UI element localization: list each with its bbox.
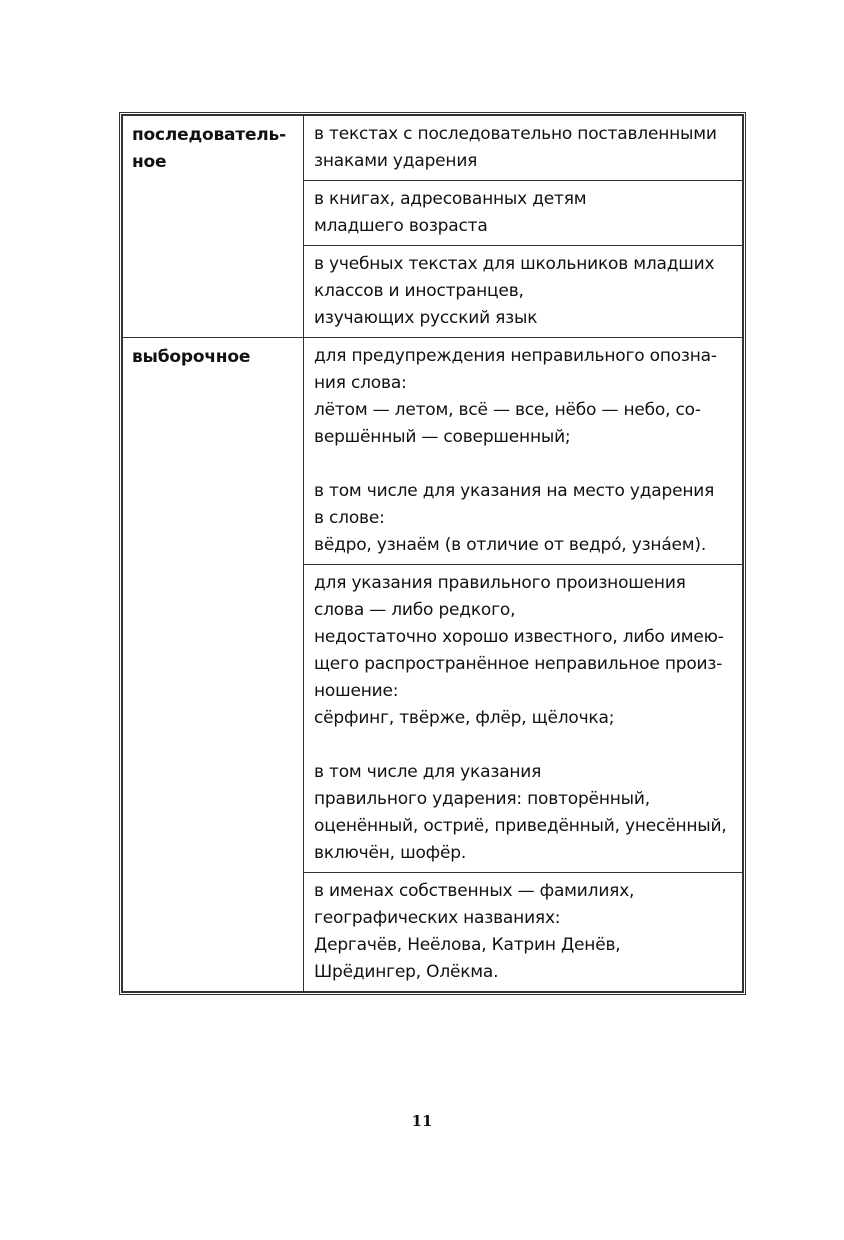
usage-case-cell <box>304 181 743 246</box>
table-row <box>123 116 743 181</box>
usage-text-line: оценённый, остриё, приведённый, унесённый, <box>314 816 727 836</box>
stress-usage-table-frame <box>119 112 746 995</box>
usage-text-line: в книгах, адресованных детям <box>314 189 587 209</box>
usage-text-line: в учебных текстах для школьников младших <box>314 254 715 274</box>
usage-case-cell <box>304 338 743 565</box>
table-row <box>123 338 743 565</box>
paragraph-gap <box>314 732 732 759</box>
usage-case-cell <box>304 246 743 338</box>
paragraph-gap <box>314 451 732 478</box>
usage-text-line: классов и иностранцев, <box>314 281 524 301</box>
usage-text-line: щего распространённое неправильное произ- <box>314 654 723 674</box>
usage-case-cell <box>304 116 743 181</box>
stress-type-cell <box>123 116 304 338</box>
usage-text-line: в том числе для указания на место ударения <box>314 481 715 501</box>
usage-text-line: изучающих русский язык <box>314 308 538 328</box>
stress-type-label-line: последователь- <box>132 125 286 145</box>
usage-text-line: в именах собственных — фамилиях, <box>314 881 635 901</box>
stress-type-cell <box>123 338 304 992</box>
stress-usage-table <box>122 115 743 992</box>
stress-type-label-line: ное <box>132 152 167 172</box>
usage-text-line: вёдро, узнаём (в отличие от ведро́, узна́ем). <box>314 535 707 555</box>
usage-text-line: знаками ударения <box>314 151 478 171</box>
usage-text-line: слова — либо редкого, <box>314 600 516 620</box>
usage-text-line: вершённый — совершенный; <box>314 427 571 447</box>
usage-text-line: в слове: <box>314 508 385 528</box>
usage-text-line: ния слова: <box>314 373 407 393</box>
page-number: 11 <box>411 1112 433 1130</box>
usage-text-line: географических названиях: <box>314 908 561 928</box>
usage-text-line: для предупреждения неправильного опозна- <box>314 346 717 366</box>
usage-text-line: в текстах с последовательно поставленными <box>314 124 717 144</box>
usage-case-cell <box>304 565 743 873</box>
usage-text-line: в том числе для указания <box>314 762 542 782</box>
usage-text-line: Шрёдингер, Олёкма. <box>314 962 499 982</box>
usage-text-line: лётом — летом, всё — все, нёбо — небо, со- <box>314 400 701 420</box>
usage-text-line: правильного ударения: повторённый, <box>314 789 650 809</box>
usage-text-line: ношение: <box>314 681 399 701</box>
usage-text-line: Дергачёв, Неёлова, Катрин Денёв, <box>314 935 621 955</box>
usage-text-line: младшего возраста <box>314 216 488 236</box>
usage-text-line: для указания правильного произношения <box>314 573 686 593</box>
usage-case-cell <box>304 873 743 992</box>
usage-text-line: включён, шофёр. <box>314 843 467 863</box>
stress-type-label-line: выборочное <box>132 347 251 367</box>
usage-text-line: сёрфинг, твёрже, флёр, щёлочка; <box>314 708 615 728</box>
usage-text-line: недостаточно хорошо известного, либо имею- <box>314 627 724 647</box>
